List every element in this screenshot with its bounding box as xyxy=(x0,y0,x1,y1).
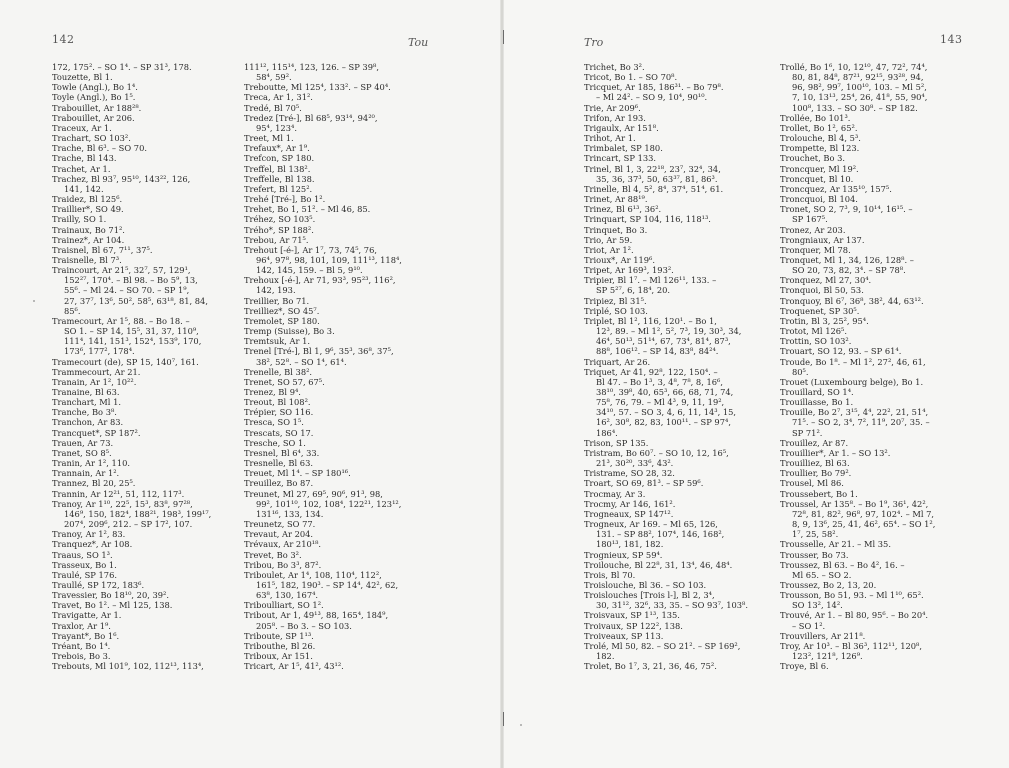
index-entry: Trichet, Bo 3². xyxy=(584,62,645,72)
index-entry: Trannin, Ar 12²¹, 51, 112, 117³. xyxy=(52,488,185,499)
index-entry: Trouchet, Bo 3. xyxy=(780,153,845,164)
index-entry: Trison, SP 135. xyxy=(584,437,649,448)
index-entry: Trinel, Bl 1, 3, 22¹⁸, 23⁷, 32⁴, 34, xyxy=(584,163,721,174)
index-entry: Trévaux, Ar 210¹⁸. xyxy=(244,539,322,550)
index-entry-continuation: 88⁸, 106¹². – SP 14, 83⁸, 84²⁴. xyxy=(596,346,719,357)
index-entry: Trefert, Bl 125². xyxy=(244,183,313,194)
index-entry-continuation: 186⁴. xyxy=(596,427,618,438)
index-entry: Trie, Ar 209⁶. xyxy=(584,102,641,113)
index-entry: Triplet, Bl 1², 116, 120¹. – Bo 1, xyxy=(584,315,717,326)
index-entry: Trinez, Bl 6¹³, 36². xyxy=(584,204,662,215)
index-entry-continuation: 161⁵, 182, 190³. – SP 14⁴, 42², 62, xyxy=(256,579,399,590)
index-entry: Tricart, Ar 1⁵, 41², 43¹². xyxy=(244,661,344,672)
index-entry: Traaus, SO 1³. xyxy=(52,549,113,560)
index-entry: Trabouillet, Ar 188²⁸. xyxy=(52,102,142,113)
index-entry: Tronez, Ar 203. xyxy=(780,224,846,235)
page-number: 143 xyxy=(940,33,963,46)
index-entry-continuation: Bl 47. – Bo 1³, 3, 4⁸, 7⁸, 8, 16⁶, xyxy=(596,376,724,387)
ink-mark xyxy=(33,300,35,302)
index-entry: Tresche, SO 1. xyxy=(244,437,306,448)
index-entry: Traulé, SP 176. xyxy=(52,569,118,580)
index-entry: Trache, Bl 143. xyxy=(52,153,117,164)
index-entry: Tribouthe, Bl 26. xyxy=(244,640,316,651)
index-entry: 172, 175². – SO 1⁴. – SP 31³, 178. xyxy=(52,62,192,72)
index-entry-continuation: 27, 37⁷, 13⁶, 50², 58⁵, 63¹⁸, 81, 84, xyxy=(64,295,208,306)
index-entry: Towle (Angl.), Bo 1⁴. xyxy=(52,82,138,93)
index-entry: Trouart, SO 12, 93. – SP 61⁴. xyxy=(780,346,902,357)
index-entry-continuation: 142, 193. xyxy=(256,285,296,296)
index-entry-continuation: 75⁸, 76, 79. – Ml 4³, 9, 11, 19², xyxy=(596,397,725,408)
index-entry: Trifon, Ar 193. xyxy=(584,112,646,123)
index-entry-continuation: 30, 31¹², 32⁶, 33, 35. – SO 93⁷, 103⁸. xyxy=(596,600,749,611)
index-entry-continuation: 63⁸, 130, 167⁴. xyxy=(256,590,319,601)
index-entry-continuation: 12³, 89. – Ml 1², 5², 7³, 19, 30³, 34, xyxy=(596,326,742,337)
index-entry-continuation: 141, 142. xyxy=(64,183,104,194)
index-entry: Troisvaux, SP 1¹³, 135. xyxy=(584,610,680,621)
index-entry: Trouvé, Ar 1. – Bl 80, 95⁶. – Bo 20⁴. xyxy=(780,610,929,621)
index-entry: Trincart, SP 133. xyxy=(584,153,657,164)
index-entry: Triquart, Ar 26. xyxy=(584,356,651,367)
index-entry: 111¹², 115¹⁴, 123, 126. – SP 39⁸, xyxy=(244,62,379,72)
index-entry-continuation: Ml 65. – SO 2. xyxy=(792,569,852,580)
index-entry: Trousselle, Ar 21. – Ml 35. xyxy=(780,539,891,550)
index-entry: Trauen, Ar 73. xyxy=(52,437,114,448)
index-entry: Trainez*, Ar 104. xyxy=(52,234,125,245)
index-entry: Tribou, Bo 3³, 87². xyxy=(244,559,322,570)
index-entry: Tranchon, Ar 83. xyxy=(52,417,124,428)
index-entry: Tristrame, SO 28, 32. xyxy=(584,468,675,479)
index-entry: Trevet, Bo 3². xyxy=(244,549,302,560)
index-entry-continuation: 72⁸, 81, 82², 96⁸, 97, 102⁴. – Ml 7, xyxy=(792,508,935,519)
index-entry: Trannain, Ar 1². xyxy=(52,468,120,479)
index-entry: Trehout [-é-], Ar 1⁷, 73, 74⁵, 76, xyxy=(244,244,377,255)
index-entry: Trenelle, Bl 38². xyxy=(244,366,313,377)
index-entry: Tresnelle, Bl 63. xyxy=(244,458,313,469)
index-entry: Troquenet, SP 30⁵. xyxy=(780,305,860,316)
index-entry: Trousser, Bo 73. xyxy=(780,549,849,560)
index-entry: Trevaut, Ar 204. xyxy=(244,529,314,540)
index-column xyxy=(244,62,422,671)
index-entry: Tranoy, Ar 1², 83. xyxy=(52,529,126,540)
index-entry: Troussez, Bo 2, 13, 20. xyxy=(780,579,877,590)
index-entry: Trouillier*, Ar 1. – SO 13². xyxy=(780,447,891,458)
index-entry: Trognieux, SP 59⁴. xyxy=(584,549,663,560)
index-entry: Trigaulx, Ar 151⁸. xyxy=(584,122,659,133)
index-entry: Trouillasse, Bo 1. xyxy=(780,397,854,408)
index-entry: Trollée, Bo 101³. xyxy=(780,112,851,123)
index-entry: Travigatte, Ar 1. xyxy=(52,610,122,621)
index-entry: Trannez, Bl 20, 25⁵. xyxy=(52,478,136,489)
index-entry: Triquet, Ar 41, 92⁸, 122, 150⁴. – xyxy=(584,366,718,377)
index-entry-continuation: 71⁵. – SO 2, 3⁴, 7², 11⁹, 20⁷, 35. – xyxy=(792,417,930,428)
index-entry: Trinquet, Bo 3. xyxy=(584,224,648,235)
index-entry: Troncquez, Ar 135¹⁰, 157⁵. xyxy=(780,183,892,194)
index-entry: Tripier, Bl 1⁷. – Ml 126¹¹, 133. – xyxy=(584,275,717,286)
index-entry: Trache, Bl 6³. – SO 70. xyxy=(52,143,147,154)
index-entry: Tremp (Suisse), Bo 3. xyxy=(244,326,335,337)
index-entry-continuation: SP 71². xyxy=(792,427,823,438)
index-entry: Trogneux, Ar 169. – Ml 65, 126, xyxy=(584,519,718,530)
index-entry: Trescats, SO 17. xyxy=(244,427,314,438)
index-entry: Tranain, Ar 1², 10²². xyxy=(52,376,137,387)
index-entry: Trompette, Bl 123. xyxy=(780,143,860,154)
index-entry-continuation: 38², 52⁸. – SO 1⁴, 61⁴. xyxy=(256,356,347,367)
index-entry: Trehé [Tré-], Bo 1². xyxy=(244,194,326,205)
index-entry: Treffelle, Bl 138. xyxy=(244,173,315,184)
index-column xyxy=(584,62,774,671)
index-entry: Tribout, Ar 1, 49¹³, 88, 165⁴, 184⁹, xyxy=(244,610,389,621)
page-number: 142 xyxy=(52,33,75,46)
index-entry: Trolouche, Bl 4, 5³. xyxy=(780,133,861,144)
index-entry-continuation: 34¹⁰, 57. – SO 3, 4, 6, 11, 14³, 15, xyxy=(596,407,737,418)
index-entry-continuation: 173⁶, 177², 178⁴. xyxy=(64,346,135,357)
index-entry: Touzette, Bl 1. xyxy=(52,72,113,83)
index-entry: Tremtsuk, Ar 1. xyxy=(244,336,311,347)
index-entry: Troncquoi, Bl 104. xyxy=(780,194,858,205)
index-entry-continuation: SO 13², 14². xyxy=(792,600,843,611)
index-entry: Troye, Bl 6. xyxy=(780,661,829,672)
index-entry: Trefaux*, Ar 1⁹. xyxy=(244,143,310,154)
index-entry: Tranet, SO 8⁵. xyxy=(52,447,112,458)
index-entry: Triot, Ar 1². xyxy=(584,244,634,255)
index-entry: Traullé, SP 172, 183⁶. xyxy=(52,579,145,590)
index-entry: Troude, Bo 1⁸. – Ml 1², 27², 46, 61, xyxy=(780,356,926,367)
index-entry: Tronquoy, Bl 6⁷, 36⁸, 38², 44, 63¹². xyxy=(780,295,924,306)
index-entry: Tronquoi, Bl 50, 53. xyxy=(780,285,864,296)
index-entry: Tredez [Tré-], Bl 68⁵, 93¹⁴, 94²⁰, xyxy=(244,112,378,123)
index-entry: Trachet, Ar 1. xyxy=(52,163,111,174)
index-entry: Trolé, Ml 50, 82. – SO 21². – SP 169², xyxy=(584,640,741,651)
index-entry: Treuillez, Bo 87. xyxy=(244,478,314,489)
index-entry-continuation: 182. xyxy=(596,651,615,662)
index-entry: Tramecourt (de), SP 15, 140⁷, 161. xyxy=(52,356,199,367)
index-entry-continuation: 142, 145, 159. – Bl 5, 9¹⁰. xyxy=(256,265,363,276)
index-entry-continuation: – SO 1². xyxy=(792,620,826,631)
index-entry: Trenel [Tré-], Bl 1, 9⁶, 35³, 36⁸, 37⁵, xyxy=(244,346,394,357)
index-entry-continuation: 131¹⁶, 133, 134. xyxy=(256,508,324,519)
index-entry: Troussez, Bl 63. – Bo 4², 16. – xyxy=(780,559,905,570)
index-entry: Troilouche, Bl 22⁸, 31, 13⁴, 46, 48⁴. xyxy=(584,559,733,570)
index-entry-continuation: SP 167⁵. xyxy=(792,214,828,225)
index-entry-continuation: 16², 30⁸, 82, 83, 100¹¹. – SP 97⁴, xyxy=(596,417,731,428)
index-entry-continuation: 152²⁷, 170⁴. – Bl 98. – Bo 5⁹, 13, xyxy=(64,275,198,286)
index-entry: Troislouches [Trois l-], Bl 2, 3⁴, xyxy=(584,590,715,601)
index-entry-continuation: 7, 10, 13¹³, 25⁴, 26, 41⁸, 55, 90⁴, xyxy=(792,92,928,103)
index-entry: Trasseux, Bo 1. xyxy=(52,559,117,570)
index-entry: Triboulliart, SO 1². xyxy=(244,600,324,611)
index-entry-continuation: 123², 121⁸, 126⁹. xyxy=(792,651,863,662)
index-entry-continuation: 96⁴, 97⁸, 98, 101, 109, 111¹³, 118⁴, xyxy=(256,254,402,265)
index-entry: Traxlor, Ar 1⁹. xyxy=(52,620,111,631)
index-entry: Tronquez, Ml 27, 30⁴. xyxy=(780,275,872,286)
index-entry-continuation: 146⁹, 150, 182⁴, 188²¹, 198³, 199¹⁷, xyxy=(64,508,212,519)
index-entry: Tronquer, Ml 78. xyxy=(780,244,851,255)
index-entry-continuation: 80, 81, 84⁸, 87²¹, 92¹⁵, 93²⁸, 94, xyxy=(792,72,924,83)
index-entry: Troart, SO 69, 81³. – SP 59⁶. xyxy=(584,478,704,489)
index-entry: Trouille, Bo 2⁷, 3¹⁵, 4⁴, 22², 21, 51⁴, xyxy=(780,407,929,418)
index-entry: Trimbalet, SP 180. xyxy=(584,143,663,154)
index-entry: Tricot, Bo 1. – SO 70⁸. xyxy=(584,72,678,83)
index-column xyxy=(52,62,230,671)
index-entry-continuation: – Ml 24². – SO 9, 10⁴, 90¹⁰. xyxy=(596,92,708,103)
index-entry: Traisnelle, Bl 7³. xyxy=(52,254,122,265)
index-entry: Trouillard, SO 1⁴. xyxy=(780,387,854,397)
index-entry: Treunetz, SO 77. xyxy=(244,519,316,530)
running-head: Tro xyxy=(584,36,604,49)
index-entry-continuation: 205⁸. – Bo 3. – SO 103. xyxy=(256,620,352,631)
index-entry: Tresnel, Bl 6⁴, 33. xyxy=(244,447,320,458)
index-entry: Trio, Ar 59. xyxy=(584,234,633,245)
index-entry: Traidez, Bl 125⁶. xyxy=(52,194,123,205)
index-entry: Troiveaux, SP 113. xyxy=(584,630,664,641)
index-entry: Tristram, Bo 60⁷. – SO 10, 12, 16⁵, xyxy=(584,447,729,458)
index-entry-continuation: 99², 101¹⁰, 102, 108⁴, 122²¹, 123¹², xyxy=(256,498,402,509)
index-entry: Traisnel, Bl 67, 7¹¹, 37⁵. xyxy=(52,244,153,255)
index-entry: Trayant*, Bo 1⁶. xyxy=(52,630,120,641)
index-entry: Troncquet, Bl 10. xyxy=(780,173,854,184)
index-entry: Trinelle, Bl 4, 5², 8⁴, 37⁴, 51⁴, 61. xyxy=(584,183,724,194)
index-entry: Triplé, SO 103. xyxy=(584,305,648,316)
index-entry-continuation: 207⁴, 209⁶, 212. – SP 17², 107. xyxy=(64,519,193,530)
index-entry: Troussel, Ar 135⁸. – Bo 1⁹, 36¹, 42², xyxy=(780,498,929,509)
index-entry: Trého*, SP 188². xyxy=(244,224,314,235)
index-entry: Trebou, Ar 71⁵. xyxy=(244,234,309,245)
index-entry-continuation: 8, 9, 13⁶, 25, 41, 46², 65⁴. – SO 1², xyxy=(792,519,936,530)
index-entry: Trottin, SO 103². xyxy=(780,336,852,347)
index-entry: Traincourt, Ar 21⁵, 32⁷, 57, 129¹, xyxy=(52,265,191,276)
index-entry: Trehoux [-é-], Ar 71, 93³, 95²³, 116², xyxy=(244,275,396,286)
index-entry: Triboulet, Ar 1⁴, 108, 110⁴, 112², xyxy=(244,569,382,580)
index-entry: Trépier, SO 116. xyxy=(244,407,314,418)
index-entry: Trouillez, Ar 87. xyxy=(780,437,849,448)
index-entry: Tranche, Bo 3⁸. xyxy=(52,407,117,418)
index-entry: Traillier*, SO 49. xyxy=(52,204,124,215)
index-entry: Trouvillers, Ar 211⁸. xyxy=(780,630,866,641)
index-entry: Treillier, Bo 71. xyxy=(244,295,310,306)
index-entry-continuation: 111⁴, 141, 151³, 152⁴, 153⁹, 170, xyxy=(64,336,202,347)
index-entry: Tremolet, SP 180. xyxy=(244,315,320,326)
index-entry: Tranin, Ar 1², 110. xyxy=(52,458,131,469)
index-entry: Tréant, Bo 1⁴. xyxy=(52,640,111,651)
index-entry: Trongniaux, Ar 137. xyxy=(780,234,865,245)
index-entry: Tréhez, SO 103⁵. xyxy=(244,214,316,225)
index-entry: Tripiez, Bl 31⁵. xyxy=(584,295,647,306)
index-entry: Trioux*, Ar 119⁶. xyxy=(584,254,655,265)
index-entry: Trogneaux, SP 147¹². xyxy=(584,508,674,519)
index-entry: Tredé, Bl 70⁵. xyxy=(244,102,302,113)
index-entry: Tranaine, Bl 63. xyxy=(52,387,120,397)
right-page xyxy=(504,0,1009,768)
index-entry: Travet, Bo 1². – Ml 125, 138. xyxy=(52,600,173,611)
index-entry: Trebouts, Ml 101⁹, 102, 112¹³, 113⁴, xyxy=(52,661,204,672)
index-entry: Trolet, Bo 1⁷, 3, 21, 36, 46, 75². xyxy=(584,661,717,672)
index-entry: Trainaux, Bo 71². xyxy=(52,224,125,235)
index-entry-continuation: 100⁸, 133. – SO 30⁸. – SP 182. xyxy=(792,102,918,113)
index-entry: Trocmay, Ar 3. xyxy=(584,488,646,499)
index-entry: Trotot, Ml 126⁵. xyxy=(780,326,848,337)
index-entry: Traceux, Ar 1. xyxy=(52,122,112,133)
index-entry: Treet, Ml 1. xyxy=(244,133,294,144)
index-entry-continuation: 46⁴, 50¹³, 51¹⁴, 67, 73⁴, 81⁴, 87³, xyxy=(596,336,731,347)
index-entry: Treca, Ar 1, 31². xyxy=(244,92,313,103)
index-entry: Trinquart, SP 104, 116, 118¹³. xyxy=(584,214,711,225)
index-entry: Treunet, Ml 27, 69⁵, 90⁶, 91³, 98, xyxy=(244,488,383,499)
index-entry: Troncquer, Ml 19². xyxy=(780,163,859,174)
index-entry: Trabouillet, Ar 206. xyxy=(52,112,135,123)
index-entry: Trancquet*, SP 187². xyxy=(52,427,141,438)
index-entry: Trousson, Bo 51, 93. – Ml 1¹⁰, 65². xyxy=(780,590,924,601)
index-entry-continuation: 55⁶. – Ml 24. – SO 70. – SP 1⁹, xyxy=(64,285,190,296)
index-entry: Trihot, Ar 1. xyxy=(584,133,636,144)
index-entry: Triboux, Ar 151. xyxy=(244,651,313,662)
index-entry-continuation: 80⁵. xyxy=(792,366,809,377)
index-entry: Toyle (Angl.), Bo 1⁵. xyxy=(52,92,136,103)
index-entry: Trotin, Bl 3, 25², 95⁴. xyxy=(780,315,869,326)
index-entry: Trefcon, SP 180. xyxy=(244,153,315,164)
index-entry: Trachart, SO 103². xyxy=(52,133,131,144)
index-entry: Trebois, Bo 3. xyxy=(52,651,111,662)
index-entry: Troy, Ar 10³. – Bl 36³, 112¹¹, 120⁸, xyxy=(780,640,923,651)
index-entry-continuation: 131. – SP 88², 107⁴, 146, 168², xyxy=(596,529,725,540)
index-entry: Trinet, Ar 88¹⁹. xyxy=(584,194,648,205)
index-entry-continuation: 38¹⁰, 39⁸, 40, 65³, 66, 68, 71, 74, xyxy=(596,387,734,397)
index-entry: Treboutte, Ml 125⁴, 133². – SP 40⁴. xyxy=(244,82,391,93)
index-entry-continuation: SO 20, 73, 82, 3⁴. – SP 78⁸. xyxy=(792,265,906,276)
index-entry: Troussebert, Bo 1. xyxy=(780,488,858,499)
left-page xyxy=(0,0,500,768)
index-entry-continuation: 35, 36, 37³, 50, 63³⁷, 81, 86³. xyxy=(596,173,718,184)
index-entry: Trehet, Bo 1, 51². – Ml 46, 85. xyxy=(244,204,371,215)
index-entry: Tranquez*, Ar 108. xyxy=(52,539,133,550)
index-entry: Tripet, Ar 169³, 193². xyxy=(584,265,674,276)
index-entry: Trousel, Ml 86. xyxy=(780,478,844,489)
index-entry: Troislouche, Bl 36. – SO 103. xyxy=(584,579,707,590)
ink-mark xyxy=(520,724,522,726)
index-entry: Treout, Bl 108². xyxy=(244,397,311,408)
index-entry: Troivaux, SP 122², 138. xyxy=(584,620,683,631)
index-entry: Trocmy, Ar 146, 161². xyxy=(584,498,676,509)
index-entry: Tronquet, Ml 1, 34, 126, 128⁸. – xyxy=(780,254,914,265)
index-entry-continuation: 95⁴, 123⁴. xyxy=(256,122,297,133)
index-entry: Trouilliez, Bl 63. xyxy=(780,458,850,469)
index-entry-continuation: 180¹³, 181, 182. xyxy=(596,539,664,550)
index-entry-continuation: 58⁴, 59². xyxy=(256,72,292,83)
index-entry: Trollet, Bo 1², 65². xyxy=(780,122,858,133)
index-entry: Trenez, Bl 9⁴. xyxy=(244,387,301,397)
index-entry: Trenet, SO 57, 67⁵. xyxy=(244,376,325,387)
index-entry-continuation: 21³, 30²⁰, 33⁶, 43². xyxy=(596,458,674,469)
index-entry-continuation: 85⁶. xyxy=(64,305,81,316)
index-entry-continuation: SO 1. – SP 14, 15⁵, 31, 37, 110⁹, xyxy=(64,326,199,337)
index-entry: Treuet, Ml 1⁴. – SP 180¹⁶. xyxy=(244,468,351,479)
index-column xyxy=(780,62,980,671)
index-entry-continuation: 96, 98², 99⁷, 100¹⁰, 103. – Ml 5², xyxy=(792,82,927,93)
index-entry: Tranchart, Ml 1. xyxy=(52,397,122,408)
index-entry-continuation: 1⁷, 25, 58². xyxy=(792,529,839,540)
index-entry: Travessier, Bo 18¹⁰, 20, 39². xyxy=(52,590,170,601)
index-entry: Trollé, Bo 1⁶, 10, 12¹⁰, 47, 72², 74⁴, xyxy=(780,62,928,72)
index-entry: Tramecourt, Ar 1⁵, 88. – Bo 18. – xyxy=(52,315,190,326)
index-entry: Trouet (Luxembourg belge), Bo 1. xyxy=(780,376,924,387)
index-entry: Treilliez*, SO 45⁷. xyxy=(244,305,320,316)
index-entry: Tronet, SO 2, 7³, 9, 10¹⁴, 16¹⁵. – xyxy=(780,204,913,215)
running-head: Tou xyxy=(408,36,429,49)
index-entry-continuation: SP 5²⁷, 6, 18⁴, 20. xyxy=(596,285,671,296)
index-entry: Trailly, SO 1. xyxy=(52,214,107,225)
index-entry: Tresca, SO 1⁵. xyxy=(244,417,304,428)
index-entry: Trammecourt, Ar 21. xyxy=(52,366,141,377)
index-entry: Troullier, Bo 79². xyxy=(780,468,852,479)
index-entry: Tranoy, Ar 1¹⁰, 22⁵, 15³, 83⁸, 97²⁸, xyxy=(52,498,193,509)
index-entry: Triboute, SP 1¹³. xyxy=(244,630,314,641)
index-entry: Treffel, Bl 138². xyxy=(244,163,311,174)
index-entry: Trachez, Bl 93⁷, 95¹⁰, 143²², 126, xyxy=(52,173,191,184)
index-entry: Tricquet, Ar 185, 186³¹. – Bo 79⁸. xyxy=(584,82,724,93)
index-entry: Trois, Bl 70. xyxy=(584,569,636,580)
